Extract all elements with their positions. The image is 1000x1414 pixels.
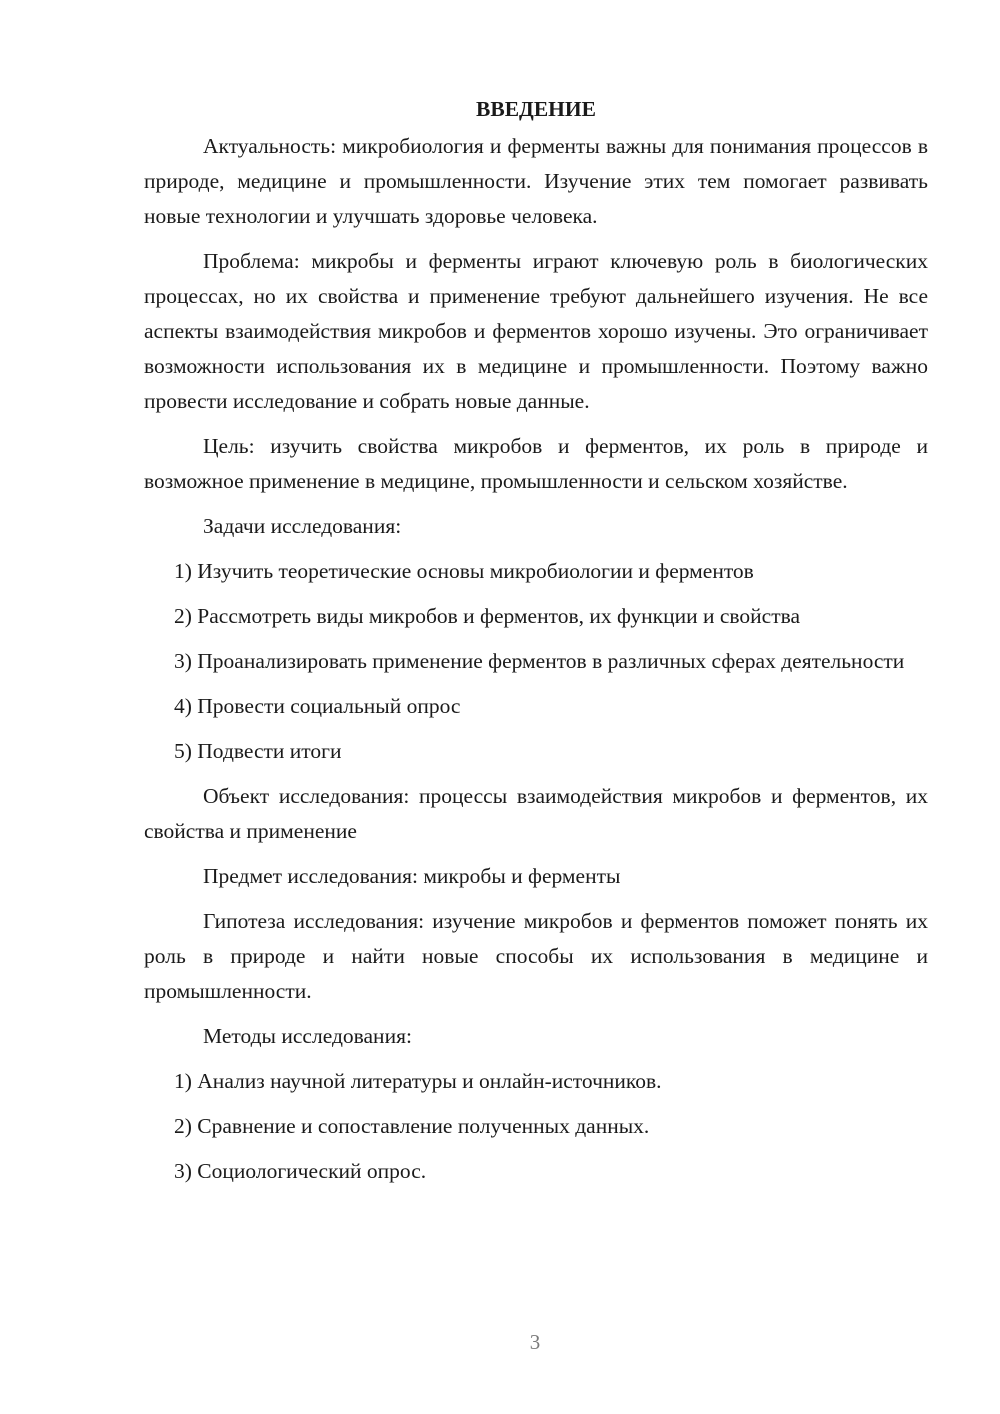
method-item-2: 2) Сравнение и сопоставление полученных данных. <box>174 1114 650 1138</box>
method-item-3: 3) Социологический опрос. <box>174 1159 427 1183</box>
task-item-1: 1) Изучить теоретические основы микробиологии и ферментов <box>174 559 754 583</box>
paragraph-object: Объект исследования: процессы взаимодействия микробов и ферментов, их свойства и применение <box>144 784 928 843</box>
task-item-2: 2) Рассмотреть виды микробов и ферментов, их функции и свойства <box>174 604 801 628</box>
task-item-4: 4) Провести социальный опрос <box>174 694 461 718</box>
paragraph-relevance: Актуальность: микробиология и ферменты важны для понимания процессов в природе, медицине и промышленности. Изучение этих тем помогает развивать новые технологии и улучшать здоровье человека. <box>144 134 928 228</box>
paragraph-subject: Предмет исследования: микробы и ферменты <box>203 864 621 888</box>
page-number: 3 <box>529 1330 541 1354</box>
method-item-1: 1) Анализ научной литературы и онлайн-источников. <box>174 1069 662 1093</box>
paragraph-problem: Проблема: микробы и ферменты играют ключевую роль в биологических процессах, но их свойства и применение требуют дальнейшего изучения. Не все аспекты взаимодействия микробов и ферментов хорошо изучены. Это ограничивает возможности использования их в медицине и промышленности. Поэтому важно провести исследование и собрать новые данные. <box>144 249 928 413</box>
paragraph-goal: Цель: изучить свойства микробов и ферментов, их роль в природе и возможное применение в медицине, промышленности и сельском хозяйстве. <box>144 434 928 493</box>
document-title: ВВЕДЕНИЕ <box>476 97 596 121</box>
paragraph-hypothesis: Гипотеза исследования: изучение микробов и ферментов поможет понять их роль в природе и найти новые способы их использования в медицине и промышленности. <box>144 909 928 1003</box>
tasks-heading: Задачи исследования: <box>203 514 402 538</box>
task-item-3: 3) Проанализировать применение ферментов в различных сферах деятельности <box>174 649 905 673</box>
task-item-5: 5) Подвести итоги <box>174 739 342 763</box>
document-page <box>144 92 928 1199</box>
methods-heading: Методы исследования: <box>203 1024 412 1048</box>
